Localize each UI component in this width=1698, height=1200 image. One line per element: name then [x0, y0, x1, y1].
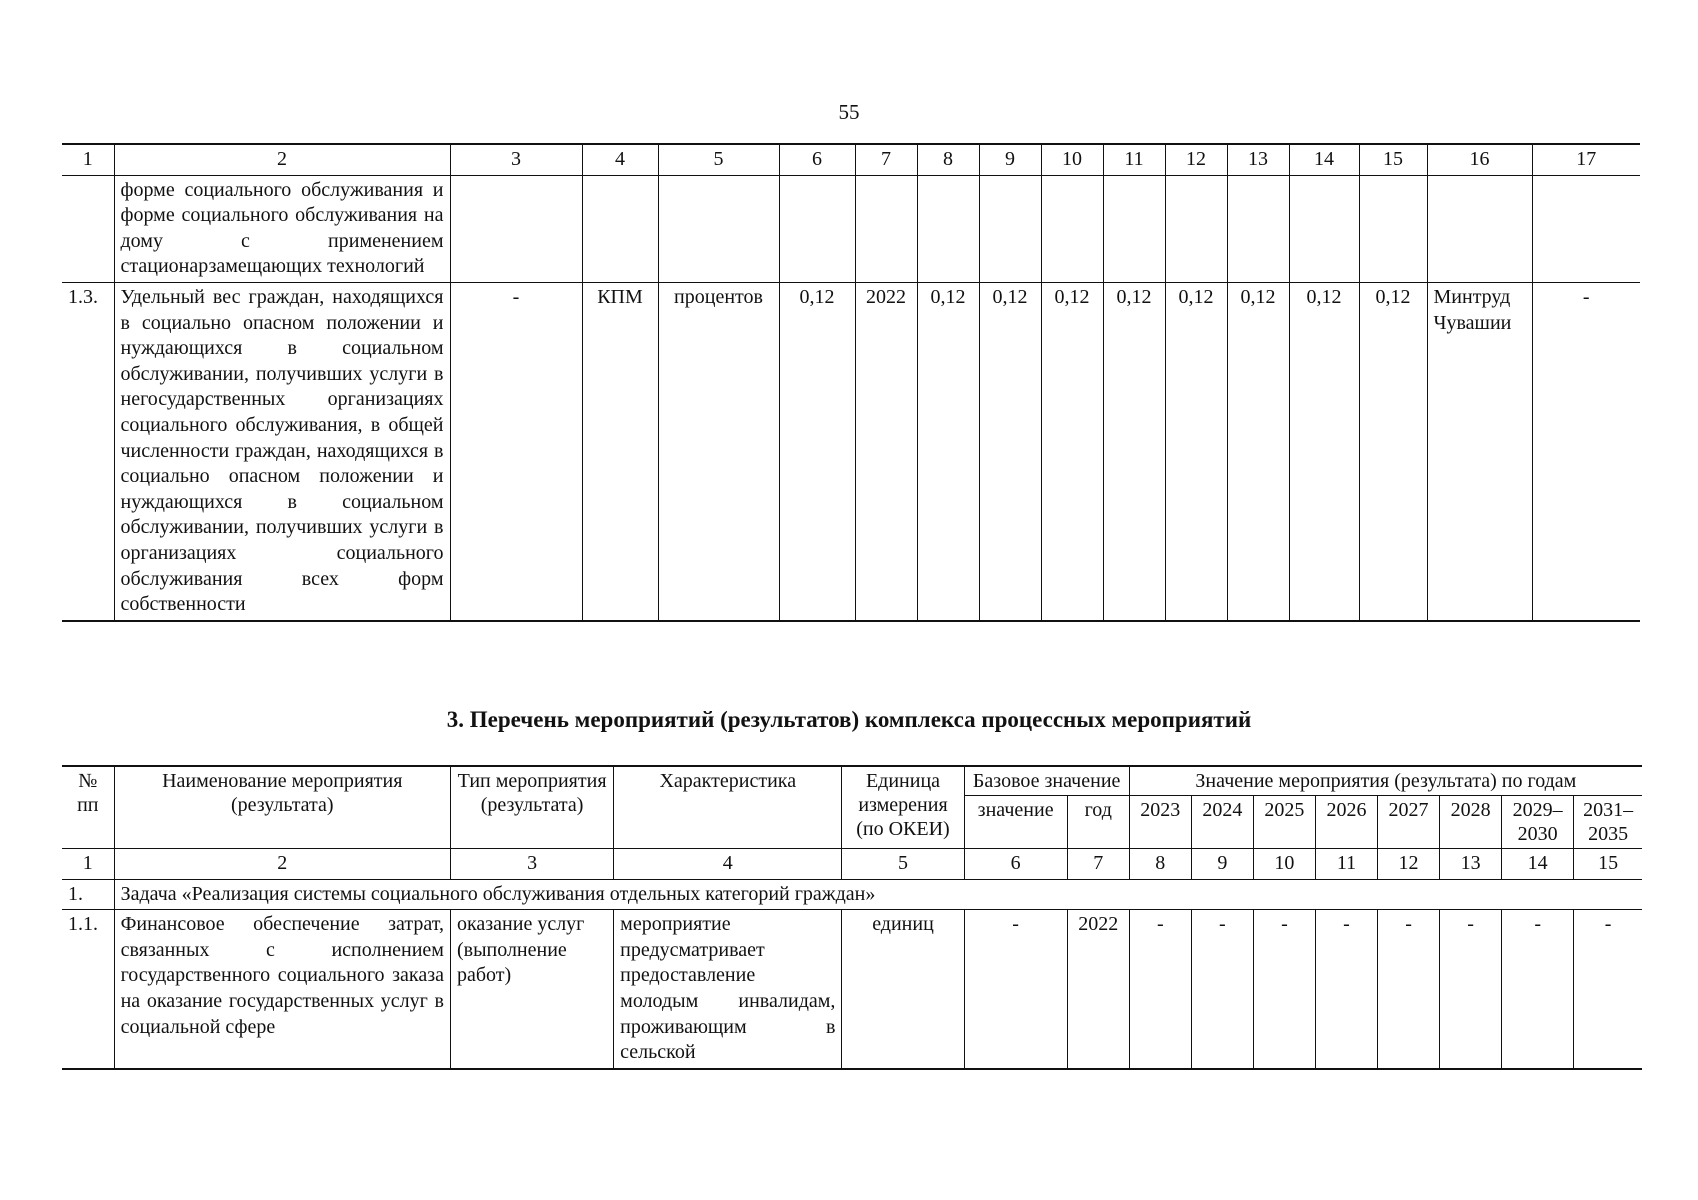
table-row — [62, 175, 1640, 282]
header-unit: Единица измерения (по ОКЕИ) — [842, 766, 964, 849]
year-value: - — [1440, 910, 1502, 1069]
base-value: 0,12 — [779, 282, 855, 620]
task-text: Задача «Реализация системы социального обслуживания отдельных категорий граждан» — [114, 879, 1642, 910]
row-number: 1.3. — [62, 282, 114, 620]
column-number: 1 — [62, 144, 114, 175]
table-row — [62, 282, 1640, 620]
indicators-table-continued — [62, 143, 1640, 622]
column-number: 9 — [979, 144, 1041, 175]
column-number: 4 — [614, 849, 842, 880]
column-number: 7 — [1067, 849, 1129, 880]
header-year: 2024 — [1191, 796, 1253, 849]
column-number-row — [62, 144, 1640, 175]
year-value: 0,12 — [979, 282, 1041, 620]
activity-characteristic: мероприятие предусматривает предоставление молодым инвалидам, проживающим в сельской — [614, 910, 842, 1069]
section-title: 3. Перечень мероприятий (результатов) комплекса процессных мероприятий — [446, 707, 1252, 732]
column-number: 8 — [917, 144, 979, 175]
column-number: 2 — [114, 144, 450, 175]
header-row — [62, 766, 1642, 796]
year-value: 0,12 — [1227, 282, 1289, 620]
column-number-row — [62, 849, 1642, 880]
column-number: 8 — [1129, 849, 1191, 880]
year-value: 0,12 — [1359, 282, 1427, 620]
unit: процентов — [658, 282, 779, 620]
header-base-year: год — [1067, 796, 1129, 849]
column-number: 12 — [1378, 849, 1440, 880]
column-number: 13 — [1227, 144, 1289, 175]
table-row — [62, 910, 1642, 1069]
year-value: 0,12 — [1041, 282, 1103, 620]
column-number: 15 — [1359, 144, 1427, 175]
cell-value: - — [1532, 282, 1640, 620]
column-number: 17 — [1532, 144, 1640, 175]
column-number: 15 — [1574, 849, 1642, 880]
column-number: 5 — [842, 849, 964, 880]
column-number: 14 — [1502, 849, 1574, 880]
header-year: 2031– 2035 — [1574, 796, 1642, 849]
header-by-years: Значение мероприятия (результата) по годам — [1129, 766, 1642, 796]
unit: единиц — [842, 910, 964, 1069]
base-value: - — [964, 910, 1067, 1069]
year-value: 0,12 — [1103, 282, 1165, 620]
column-number: 6 — [964, 849, 1067, 880]
task-row — [62, 879, 1642, 910]
column-number: 1 — [62, 849, 114, 880]
column-number: 9 — [1191, 849, 1253, 880]
row-number: 1. — [62, 879, 114, 910]
column-number: 3 — [450, 144, 582, 175]
column-number: 2 — [114, 849, 450, 880]
column-number: 16 — [1427, 144, 1532, 175]
year-value: - — [1502, 910, 1574, 1069]
year-value: - — [1191, 910, 1253, 1069]
header-base: Базовое значение — [964, 766, 1129, 796]
header-characteristic: Характеристика — [614, 766, 842, 849]
row-number: 1.1. — [62, 910, 114, 1069]
header-year: 2023 — [1129, 796, 1191, 849]
header-year: 2026 — [1315, 796, 1377, 849]
year-value: - — [1129, 910, 1191, 1069]
header-year: 2029– 2030 — [1502, 796, 1574, 849]
column-number: 10 — [1253, 849, 1315, 880]
activities-table — [62, 765, 1642, 1070]
indicator-name: Удельный вес граждан, находящихся в социально опасном положении и нуждающихся в социальном обслуживании, получивших услуги в негосударственных организациях социального обслуживания, в общей численности граждан, находящихся в социально опасном положении и нуждающихся в социальном обслуживании, получивших услуги в организациях социального обслуживания всех форм собственности — [114, 282, 450, 620]
column-number: 14 — [1289, 144, 1359, 175]
header-base-value: значение — [964, 796, 1067, 849]
year-value: 0,12 — [1165, 282, 1227, 620]
column-number: 6 — [779, 144, 855, 175]
column-number: 4 — [582, 144, 658, 175]
activity-type: оказание услуг (выполнение работ) — [450, 910, 613, 1069]
header-type: Тип мероприятия (результата) — [450, 766, 613, 849]
indicator-name: форме социального обслуживания и форме социального обслуживания на дому с применением стационарзамещающих технологий — [114, 175, 450, 282]
responsible: Минтруд Чувашии — [1427, 282, 1532, 620]
column-number: 3 — [450, 849, 613, 880]
row-number — [62, 175, 114, 282]
column-number: 13 — [1440, 849, 1502, 880]
column-number: 10 — [1041, 144, 1103, 175]
year-value: 0,12 — [917, 282, 979, 620]
header-num: № пп — [62, 766, 114, 849]
base-year: 2022 — [855, 282, 917, 620]
activity-name: Финансовое обеспечение затрат, связанных с исполнением государственного социального заказа на оказание государственных услуг в социальной сфере — [114, 910, 450, 1069]
indicator-type: КПМ — [582, 282, 658, 620]
column-number: 7 — [855, 144, 917, 175]
cell-value: - — [450, 282, 582, 620]
header-year: 2025 — [1253, 796, 1315, 849]
base-year: 2022 — [1067, 910, 1129, 1069]
header-year: 2027 — [1378, 796, 1440, 849]
header-year: 2028 — [1440, 796, 1502, 849]
column-number: 11 — [1315, 849, 1377, 880]
column-number: 12 — [1165, 144, 1227, 175]
year-value: 0,12 — [1289, 282, 1359, 620]
year-value: - — [1315, 910, 1377, 1069]
year-value: - — [1253, 910, 1315, 1069]
column-number: 11 — [1103, 144, 1165, 175]
year-value: - — [1574, 910, 1642, 1069]
header-name: Наименование мероприятия (результата) — [114, 766, 450, 849]
page-number: 55 — [838, 100, 860, 124]
column-number: 5 — [658, 144, 779, 175]
year-value: - — [1378, 910, 1440, 1069]
